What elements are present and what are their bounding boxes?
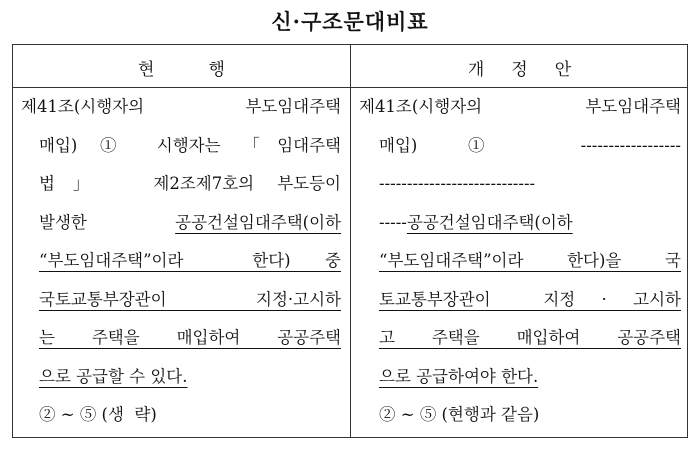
underlined-text: “부도임대주택”이라 한다)을 국 <box>379 251 681 270</box>
revised-text-line <box>379 365 538 389</box>
current-text-line <box>39 172 341 196</box>
current-text-line <box>39 288 341 312</box>
underlined-text: 는 주택을 매입하여 공공주택 <box>39 328 341 347</box>
text-segment: 법」 제2조제7호의 부도등이 <box>39 174 341 193</box>
column-divider <box>350 45 351 437</box>
current-text-line <box>39 249 341 273</box>
underlined-text: 토교통부장관이 지정 · 고시하 <box>379 289 681 309</box>
underlined-text: 고 주택을 매입하여 공공주택 <box>379 328 681 347</box>
text-segment: 발생한 <box>39 212 176 232</box>
header-current: 현 행 <box>138 60 225 80</box>
text-segment: 제41조(시행자의 부도임대주택 <box>359 97 681 116</box>
current-text-line <box>39 326 341 350</box>
text-segment: 제41조(시행자의 부도임대주택 <box>21 97 341 116</box>
text-segment: 매입) ① 시행자는 「임대주택 <box>39 135 341 155</box>
header-revised: 개 정 안 <box>467 60 572 80</box>
comparison-table <box>12 44 688 438</box>
header-divider <box>13 87 687 88</box>
current-text-line <box>21 95 341 119</box>
text-segment: ---------------------------- <box>379 174 536 193</box>
underlined-text: “부도임대주택”이라 한다) 중 <box>39 251 341 270</box>
text-segment: ② ~ ⑤ (현행과 같음) <box>379 405 540 424</box>
text-segment: ② ~ ⑤ (생 략) <box>39 405 157 424</box>
text-segment: 매입) ① ------------------ <box>379 135 681 155</box>
current-text-line <box>39 211 341 235</box>
current-text-line <box>39 134 341 158</box>
revised-text-line <box>379 288 681 312</box>
page-title: 신·구조문대비표 <box>271 9 429 34</box>
underlined-text: 공공건설임대주택(이하 <box>175 212 341 232</box>
text-segment: ----- <box>379 212 407 232</box>
current-text-line <box>39 365 188 389</box>
revised-text-line <box>359 95 681 119</box>
revised-text-line <box>379 172 681 196</box>
revised-text-line <box>379 403 539 427</box>
revised-text-line <box>379 249 681 273</box>
revised-text-line <box>379 326 681 350</box>
underlined-text: 공공건설임대주택(이하 <box>406 212 573 232</box>
underlined-text: 으로 공급하여야 한다. <box>379 366 539 386</box>
revised-text-line <box>379 211 681 235</box>
underlined-text: 으로 공급할 수 있다. <box>39 366 188 386</box>
current-text-line <box>39 403 157 427</box>
underlined-text: 국토교통부장관이 지정·고시하 <box>39 289 341 309</box>
revised-text-line <box>379 134 681 158</box>
